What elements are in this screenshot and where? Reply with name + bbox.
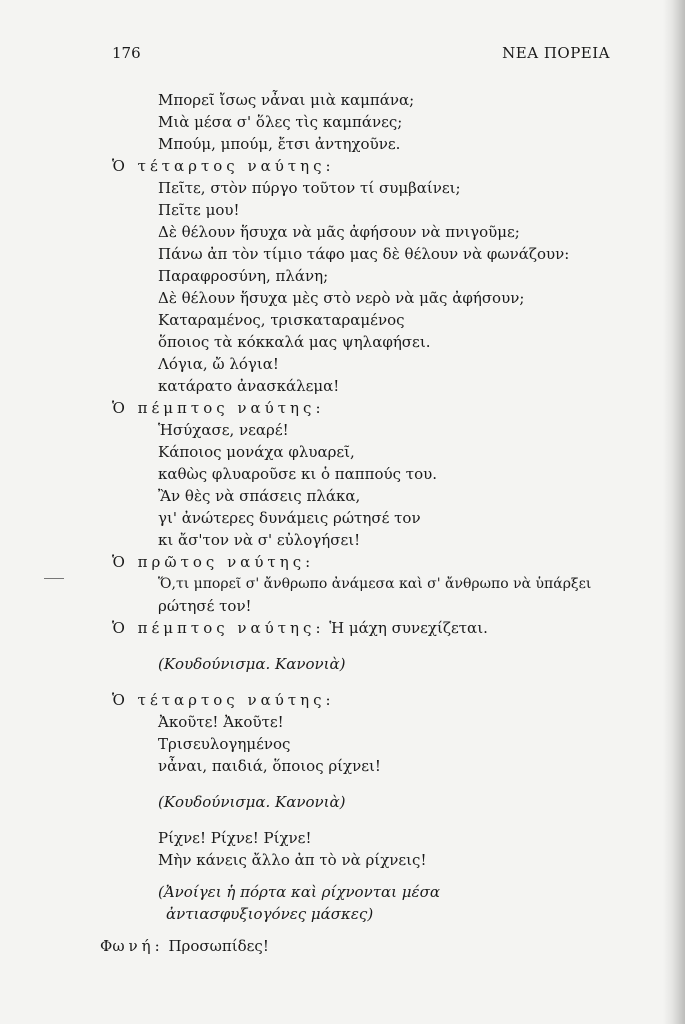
verse-line: κατάρατο ἀνασκάλεμα! <box>158 377 340 395</box>
speaker-label <box>112 618 488 638</box>
stage-direction: ἀντιασφυξιογόνες μάσκες) <box>166 905 374 923</box>
page-edge-shadow <box>663 0 685 1024</box>
speaker-name: Ὁ πέμπτος ναύτης: <box>112 619 325 637</box>
verse-line: Ἂν θὲς νὰ σπάσεις πλάκα, <box>158 487 361 505</box>
speaker-name: Ὁ πέμπτος ναύτης: <box>112 399 325 417</box>
verse-line: Μιὰ μέσα σ' ὅλες τὶς καμπάνες; <box>158 113 403 131</box>
speaker-suffix: Προσωπίδες! <box>163 937 269 955</box>
verse-line: καθὼς φλυαροῦσε κι ὁ παππούς του. <box>158 465 438 483</box>
stage-direction: (Ἀνοίγει ἡ πόρτα καὶ ρίχνονται μέσα <box>158 883 440 901</box>
verse-line: Μπούμ, μπούμ, ἔτσι ἀντηχοῦνε. <box>158 135 401 153</box>
verse-line: Τρισευλογημένος <box>158 735 291 753</box>
verse-line: κι ἄσ'τον νὰ σ' εὐλογήσει! <box>158 531 361 549</box>
speaker-name: ωνή: <box>112 937 164 955</box>
verse-line: Κάποιος μονάχα φλυαρεῖ, <box>158 443 355 461</box>
margin-mark <box>44 578 64 579</box>
verse-line: Μὴν κάνεις ἄλλο ἀπ τὸ νὰ ρίχνεις! <box>158 851 427 869</box>
verse-line: Δὲ θέλουν ἥσυχα μὲς στὸ νερὸ νὰ μᾶς ἀφήσουν; <box>158 289 525 307</box>
speaker-suffix: Ἡ μάχη συνεχίζεται. <box>324 619 488 637</box>
verse-line: νἆναι, παιδιά, ὅποιος ρίχνει! <box>158 757 381 775</box>
speaker-name: Ὁ τέταρτος ναύτης: <box>112 691 335 709</box>
stage-direction: (Κουδούνισμα. Κανονιὰ) <box>158 793 346 811</box>
verse-line: Ἡσύχασε, νεαρέ! <box>158 421 289 439</box>
verse-line: Ὅ,τι μπορεῖ σ' ἄνθρωπο ἀνάμεσα καὶ σ' ἄνθρωπο νὰ ὑπάρξει <box>158 576 592 592</box>
page-header <box>112 44 610 68</box>
verse-line: Πάνω ἀπ τὸν τίμιο τάφο μας δὲ θέλουν νὰ φωνάζουν: <box>158 245 570 263</box>
verse-line: Πεῖτε μου! <box>158 201 240 219</box>
verse-line: Μπορεῖ ἴσως νἆναι μιὰ καμπάνα; <box>158 91 415 109</box>
verse-line: Πεῖτε, στὸν πύργο τοῦτον τί συμβαίνει; <box>158 179 461 197</box>
speaker-label <box>112 552 314 572</box>
verse-line: Λόγια, ὤ λόγια! <box>158 355 279 373</box>
speaker-label <box>112 398 325 418</box>
speaker-name: Ὁ τέταρτος ναύτης: <box>112 157 335 175</box>
verse-line: Ἀκοῦτε! Ἀκοῦτε! <box>158 713 284 731</box>
speaker-prefix: Φ <box>100 937 113 955</box>
verse-line: Καταραμένος, τρισκαταραμένος <box>158 311 405 329</box>
verse-line: Ρίχνε! Ρίχνε! Ρίχνε! <box>158 829 312 847</box>
verse-line: Δὲ θέλουν ἥσυχα νὰ μᾶς ἀφήσουν νὰ πνιγοῦμε; <box>158 223 520 241</box>
verse-line: γι' ἀνώτερες δυνάμεις ρώτησέ τον <box>158 509 421 527</box>
speaker-label <box>112 156 335 176</box>
speaker-label <box>112 690 335 710</box>
stage-direction: (Κουδούνισμα. Κανονιὰ) <box>158 655 346 673</box>
verse-line: Παραφροσύνη, πλάνη; <box>158 267 329 285</box>
speaker-label <box>100 936 269 956</box>
verse-line: ρώτησέ τον! <box>158 597 252 615</box>
speaker-name: Ὁ πρῶτος ναύτης: <box>112 553 315 571</box>
verse-line: ὅποιος τὰ κόκκαλά μας ψηλαφήσει. <box>158 333 431 351</box>
running-head: ΝΕΑ ΠΟΡΕΙΑ <box>502 44 610 62</box>
page-number: 176 <box>112 44 141 62</box>
